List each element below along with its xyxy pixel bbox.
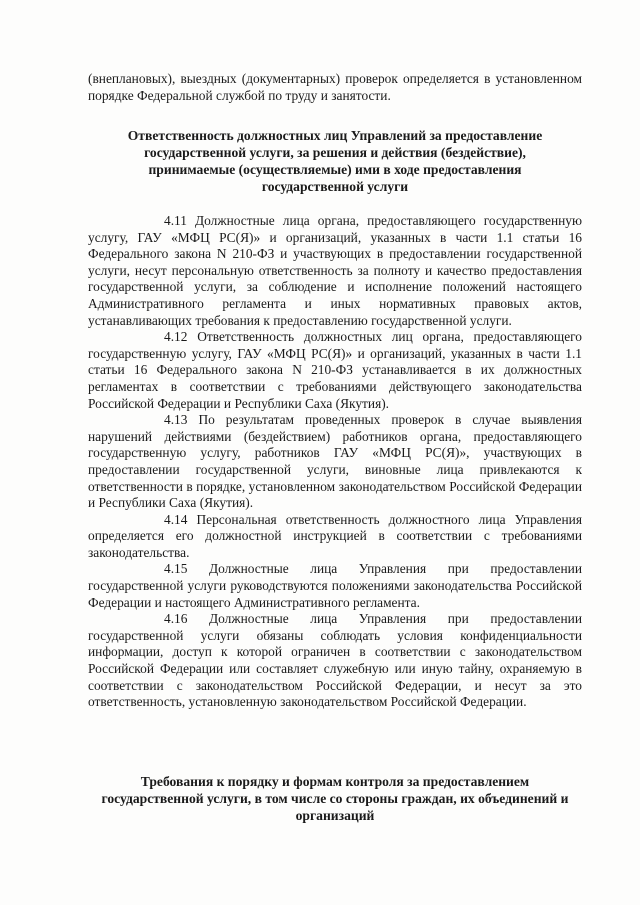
paragraph-text: Должностные лица Управления при предоставлении государственной услуги руководствуются положениями законодательства Российской Федерации и настоящего Административного регламента. xyxy=(88,561,582,610)
paragraph-text: Должностные лица органа, предоставляющего государственную услугу, ГАУ «МФЦ РС(Я)» и организаций, указанных в части 1.1 статьи 16 Федерального закона N 210-ФЗ и участвующих в предоставлении государственной услуги, несут персональную ответственность за полноту и качество предоставления государственной услуги, за соблюдение и исполнение положений настоящего Административного регламента и иных нормативных правовых актов, устанавливающих требования к предоставлению государственной услуги. xyxy=(88,213,582,328)
paragraph-list xyxy=(88,213,582,711)
paragraph-text: Должностные лица Управления при предоставлении государственной услуги обязаны соблюдать условия конфиденциальности информации, доступ к которой ограничен в соответствии с законодательством Российской Федерации или составляет служебную или иную тайну, охраняемую в соответствии с законодательством Российской Федерации, и несут за это ответственность, установленную законодательством Российской Федерации. xyxy=(88,611,582,710)
paragraph-4-11 xyxy=(88,213,582,329)
paragraph-4-12 xyxy=(88,329,582,412)
paragraph-number: 4.16 xyxy=(164,611,188,627)
paragraph-number: 4.15 xyxy=(164,561,188,577)
paragraph-4-13 xyxy=(88,412,582,512)
paragraph-4-15 xyxy=(88,561,582,611)
paragraph-text: Персональная ответственность должностного лица Управления определяется его должностной инструкцией в соответствии с требованиями законодательства. xyxy=(88,511,582,560)
paragraph-4-14 xyxy=(88,512,582,562)
section-heading-control-requirements: Требования к порядку и формам контроля за предоставлением государственной услуги, в том числе со стороны граждан, их объединений и организаций xyxy=(101,774,569,823)
paragraph-4-16 xyxy=(88,611,582,711)
paragraph-number: 4.14 xyxy=(164,511,188,527)
paragraph-number: 4.11 xyxy=(164,213,187,228)
paragraph-number: 4.12 xyxy=(164,329,188,345)
paragraph-number: 4.13 xyxy=(164,412,188,428)
section-heading-responsibility: Ответственность должностных лиц Управлений за предоставление государственной услуги, за решения и действия (бездействие), принимаемые (осуществляемые) ими в ходе предоставления государственной услуги xyxy=(127,128,543,194)
intro-paragraph: (внеплановых), выездных (документарных) проверок определяется в установленном порядке Федеральной службой по труду и занятости. xyxy=(88,71,582,103)
paragraph-text: По результатам проведенных проверок в случае выявления нарушений действиями (бездействием) работников органа, предоставляющего государственную услугу, работников ГАУ «МФЦ РС(Я)», участвующих в предоставлении государственной услуги, виновные лица привлекаются к ответственности в порядке, установленном законодательством Российской Федерации и Республики Саха (Якутия). xyxy=(88,412,582,511)
paragraph-text: Ответственность должностных лиц органа, предоставляющего государственную услугу, ГАУ «МФЦ РС(Я)» и организаций, указанных в части 1.1 статьи 16 Федерального закона N 210-ФЗ устанавливается в их должностных регламентах в соответствии с требованиями действующего законодательства Российской Федерации и Республики Саха (Якутия). xyxy=(88,329,582,411)
